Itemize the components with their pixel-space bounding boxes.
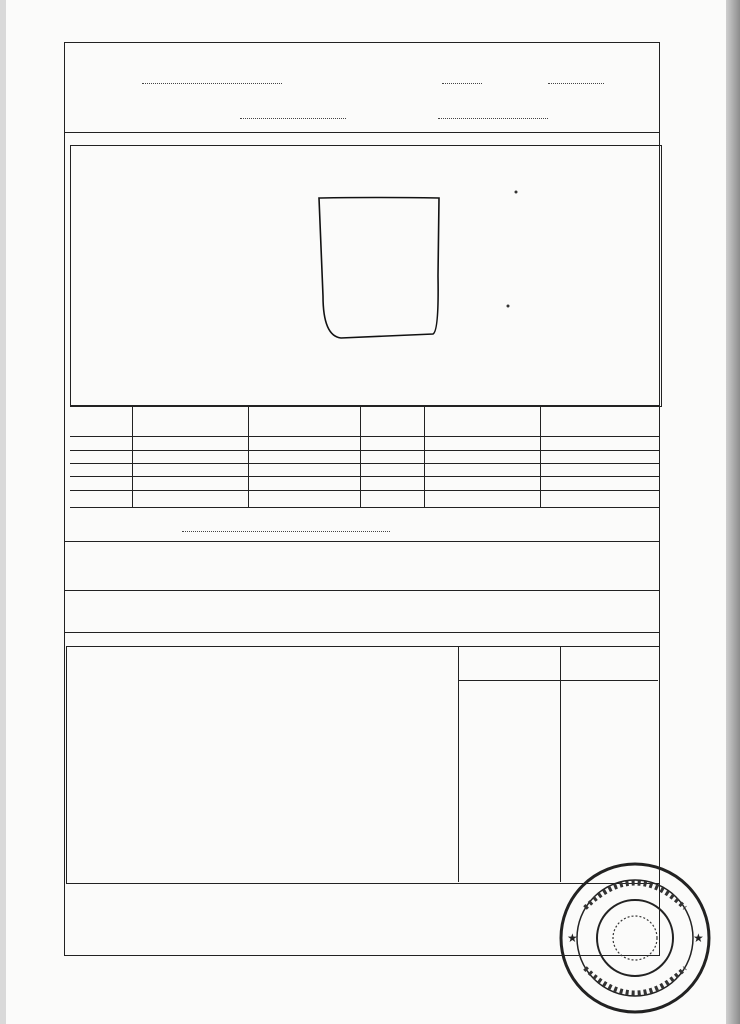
svg-text:★: ★ xyxy=(567,931,578,945)
official-stamp xyxy=(555,858,715,1018)
svg-text:★: ★ xyxy=(693,931,704,945)
panel-line xyxy=(458,680,560,681)
panel-line xyxy=(560,680,658,681)
